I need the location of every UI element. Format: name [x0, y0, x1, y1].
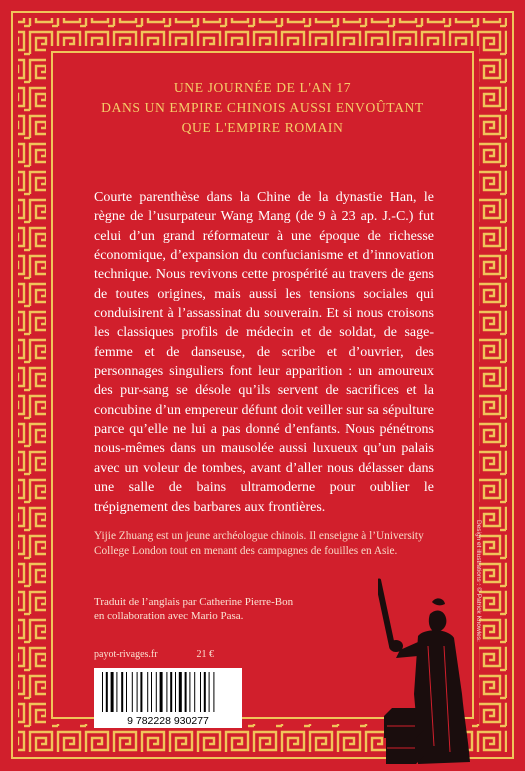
- barcode-bar: [126, 672, 127, 712]
- barcode-bar: [132, 672, 133, 712]
- barcode-bar: [166, 672, 167, 712]
- tagline-line-1: UNE JOURNÉE DE L'AN 17: [173, 80, 352, 95]
- tagline: [58, 78, 467, 138]
- barcode-graphic: [94, 668, 242, 728]
- barcode-bar: [194, 672, 195, 712]
- barcode-bar: [140, 672, 142, 712]
- barcode-bar: [102, 672, 103, 712]
- tagline-line-2: DANS UN EMPIRE CHINOIS AUSSI ENVOÛTANT: [101, 100, 424, 115]
- barcode-bar: [200, 672, 201, 712]
- barcode-bar: [213, 672, 214, 712]
- barcode-bar: [160, 672, 163, 712]
- barcode-bar: [116, 672, 117, 712]
- barcode-bar: [137, 672, 138, 712]
- summary-paragraph: Courte parenthèse dans la Chine de la dynastie Han, le règne de l’usurpateur Wang Mang (de 9 à 23 ap. J.-C.) fut celui d’un grand réformateur à une époque de richesse économique, d’expansion du confucianisme et d’innovation technique. Nous revivons cette prospérité au travers de gens de toutes origines, mais aussi les tensions sociales qui conduisirent à l’assassinat du souverain. Et si nous croisons les classiques profils de médecin et de soldat, de sage-femme et de danseuse, de scribe et d’ouvrier, des personnages singuliers font leur apparition : un amoureux des pur-sang se désole qu’ils servent de sacrifices et la concubine d’un empereur défunt doit veiller sur sa sépulture parce qu’elle ne lui a pas donné d’enfants. Nous pénétrons nous-mêmes dans un mausolée aussi luxueux qu’un palais avec un voleur de tombes, avant d’aller nous délasser dans une salle de bains ultramoderne pour oublier le trépignement des barbares aux frontières.: [94, 190, 434, 515]
- barcode-icon: [94, 668, 242, 728]
- design-credits: [470, 520, 484, 720]
- design-credits-text: Design et illustrations : © Patrick Knowles.: [475, 520, 482, 642]
- barcode-bar: [209, 672, 210, 712]
- translation-line-2: en collaboration avec Mario Pasa.: [94, 610, 244, 622]
- barcode-bar: [175, 672, 176, 712]
- barcode-bar: [111, 672, 114, 712]
- barcode-bar: [189, 672, 190, 712]
- translation-line-1: Traduit de l’anglais par Catherine Pierre-Bon: [94, 596, 294, 608]
- barcode-bar: [179, 672, 182, 712]
- barcode-bar: [185, 672, 187, 712]
- price: 21 €: [196, 649, 214, 660]
- author-bio: Yijie Zhuang est un jeune archéologue chinois. Il enseigne à l’University College London tout en menant des campagnes de fouilles en Asie.: [94, 530, 424, 557]
- barcode-bar: [151, 672, 152, 712]
- isbn-digits: 9 782228 930277: [127, 715, 209, 727]
- barcode-bar: [121, 672, 123, 712]
- chinese-figure-illustration-icon: [378, 576, 473, 771]
- barcode-bar: [170, 672, 172, 712]
- price-line: [94, 649, 214, 661]
- tagline-line-3: QUE L'EMPIRE ROMAIN: [181, 120, 344, 135]
- publisher-website: payot-rivages.fr: [94, 649, 158, 660]
- barcode-bar: [147, 672, 148, 712]
- barcode-bar: [204, 672, 206, 712]
- translation-credit: [94, 595, 293, 623]
- content-panel: [58, 56, 467, 727]
- summary-text: [94, 188, 434, 517]
- barcode-bar: [156, 672, 157, 712]
- barcode-bar: [106, 672, 108, 712]
